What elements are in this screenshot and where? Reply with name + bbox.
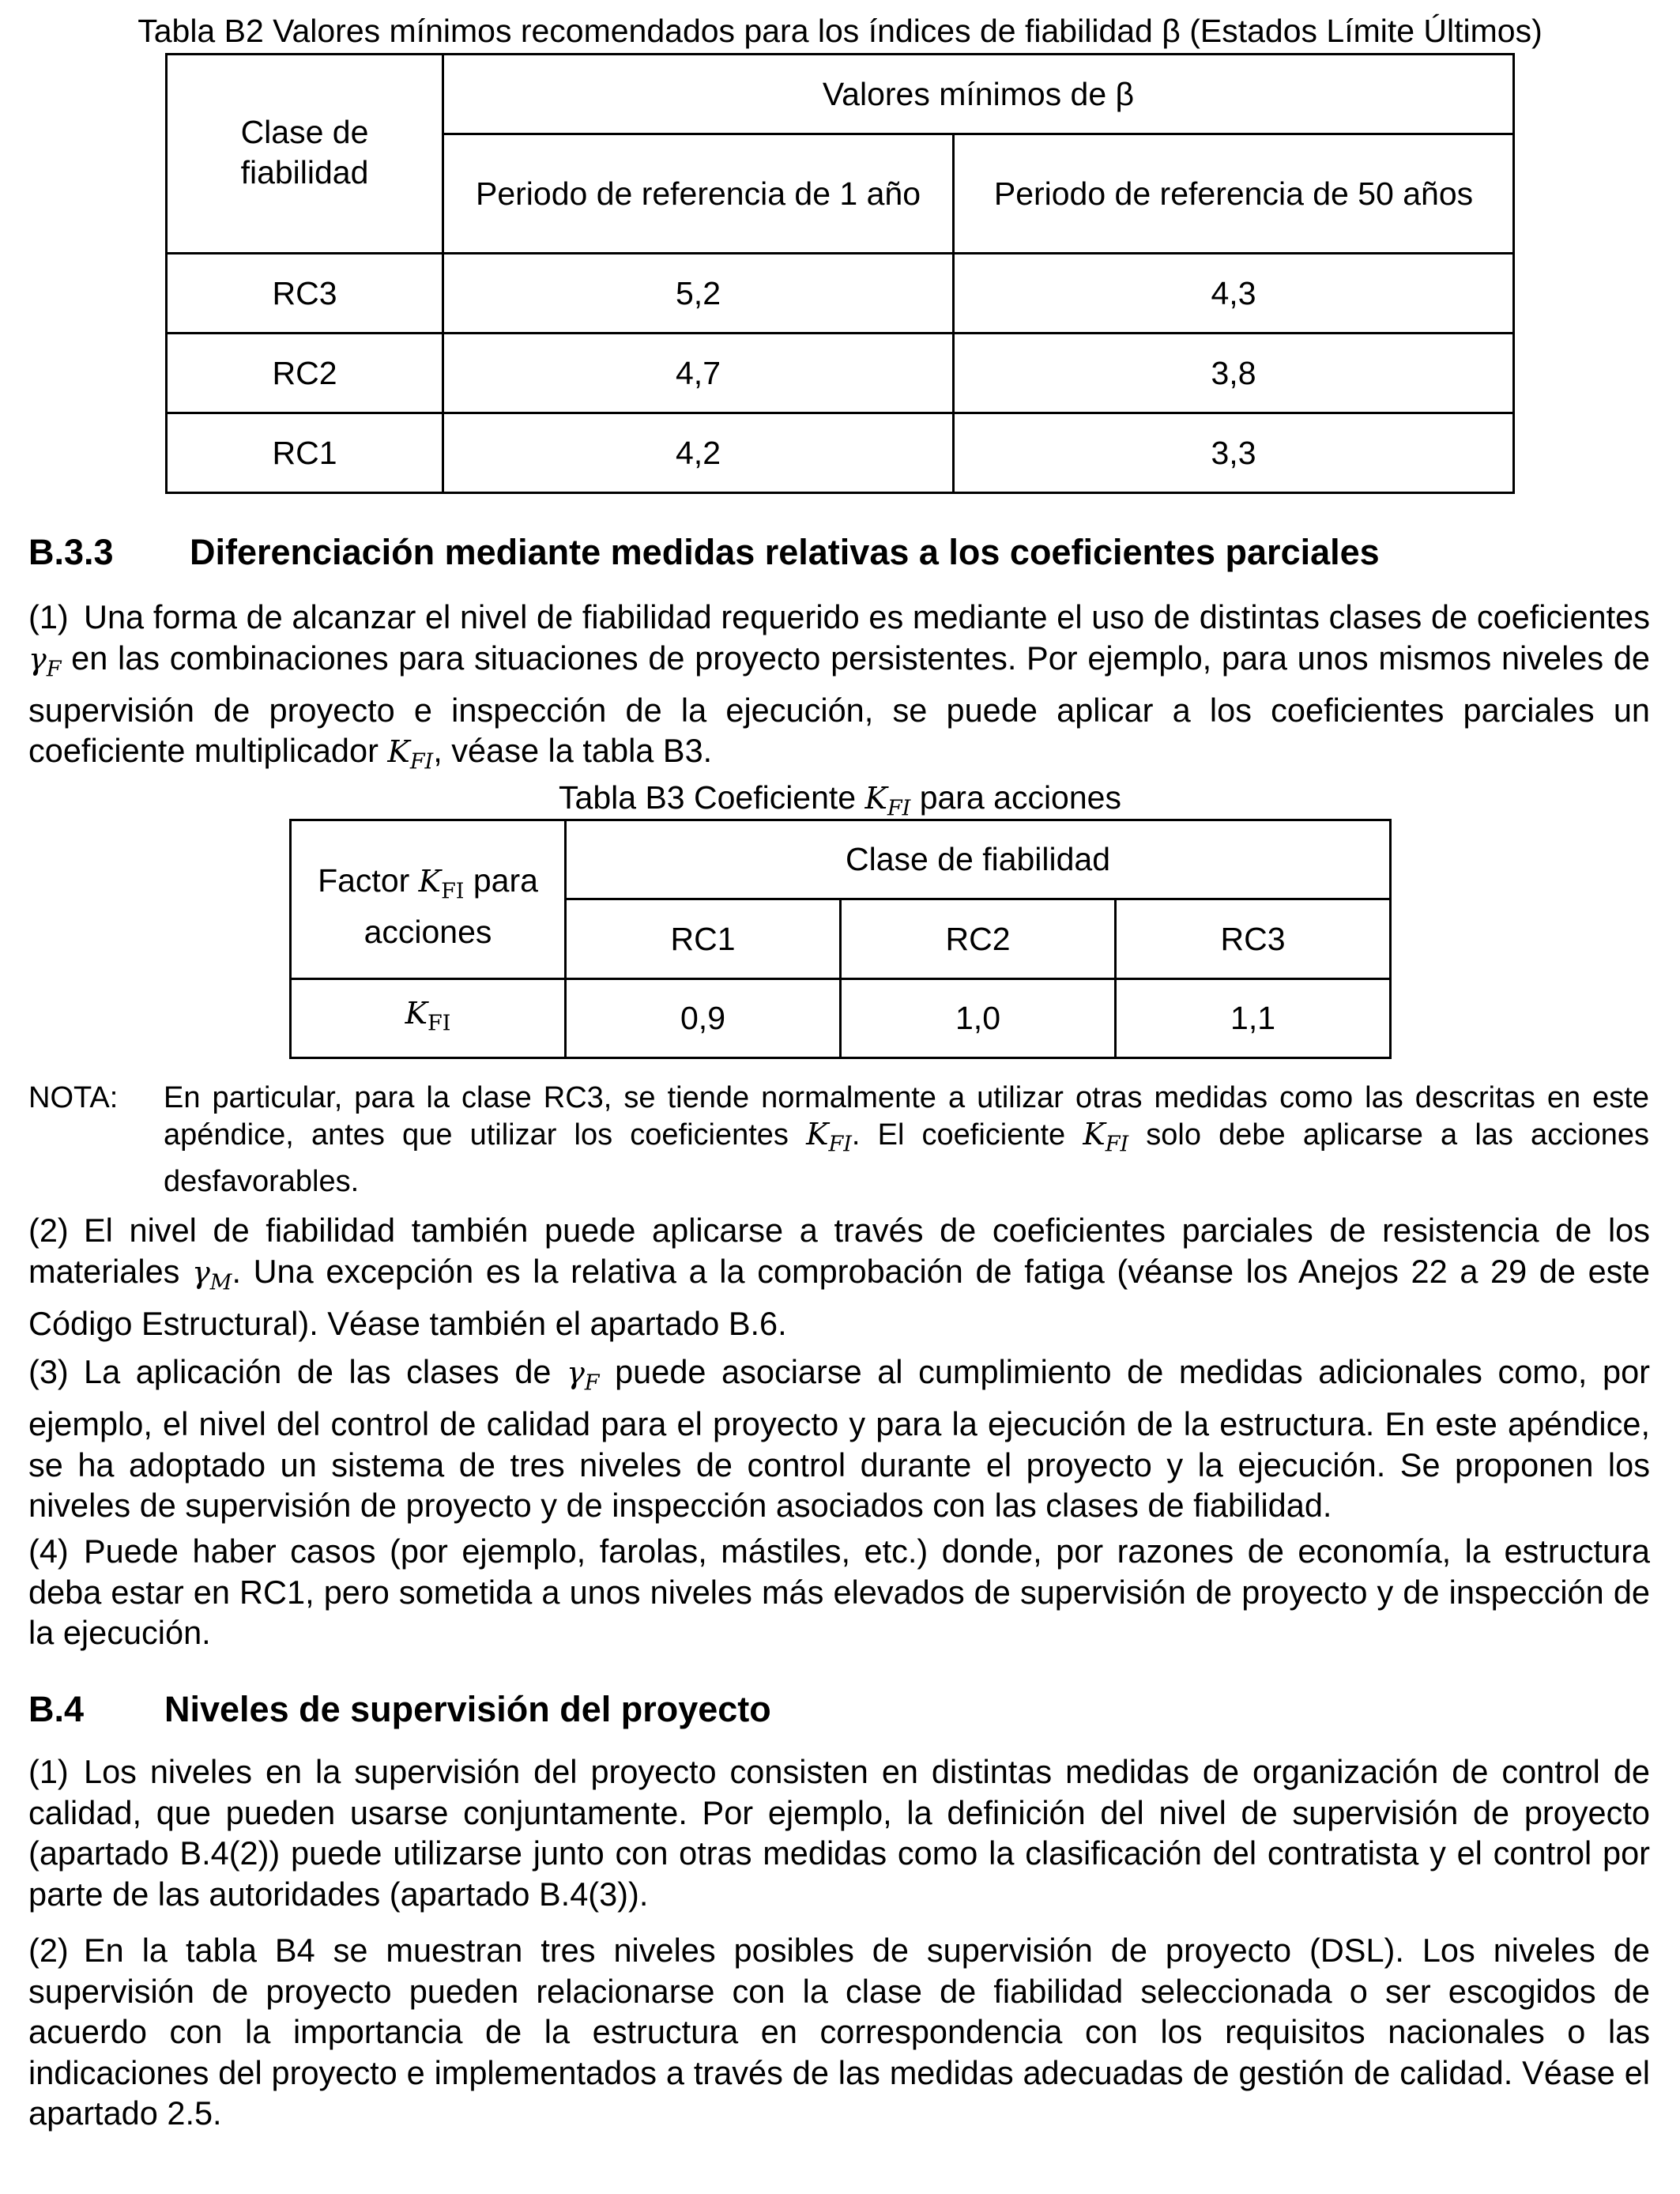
symbol-base: K: [864, 781, 887, 816]
paragraph-text: El nivel de fiabilidad también puede aplicarse a través de coeficientes parciales de resistencia de los materiales: [28, 1212, 1650, 1290]
paragraph-b33-4: [28, 1531, 1650, 1653]
table-row: [291, 820, 1391, 899]
header-clase-fiabilidad: Clase de fiabilidad: [566, 820, 1391, 899]
paragraph-number: (4): [28, 1532, 69, 1570]
paragraph-text: Los niveles en la supervisión del proyecto consisten en distintas medidas de organización de control de calidad, que pueden usarse conjuntamente. Por ejemplo, la definición del nivel de supervisión de proyecto (apartado B.4(2)) puede utilizarse junto con otras medidas como la clasificación del contratista y el control por parte de las autoridades (apartado B.4(3)).: [28, 1753, 1650, 1913]
section-title: Niveles de supervisión del proyecto: [164, 1689, 771, 1729]
symbol-base: γ: [28, 641, 47, 677]
symbol-base: γ: [192, 1254, 210, 1290]
cell-value: 4,3: [954, 254, 1514, 334]
section-title: Diferenciación mediante medidas relativas a los coeficientes parciales: [190, 532, 1380, 572]
paragraph-b33-1: [28, 597, 1650, 782]
header-periodo-50: Periodo de referencia de 50 años: [954, 134, 1514, 254]
cell-value: 5,2: [443, 254, 954, 334]
table-b3: [289, 819, 1392, 1059]
paragraph-b4-2: [28, 1930, 1650, 2134]
table-row: [167, 254, 1514, 334]
paragraph-text: puede asociarse al cumplimiento de medidas adicionales como, por ejemplo, el nivel del control de calidad para el proyecto y para la ejecución de la estructura. En este apéndice, se ha adoptado un sistema de tres niveles de control durante el proyecto y la ejecución. Se proponen los niveles de supervisión de proyecto y de inspección asociados con las clases de fiabilidad.: [28, 1353, 1650, 1525]
header-periodo-1: Periodo de referencia de 1 año: [443, 134, 954, 254]
note-text: [164, 1080, 1649, 1200]
gamma-f-symbol: [567, 1355, 600, 1396]
cell-value: 4,2: [443, 413, 954, 493]
table-b2-caption: Tabla B2 Valores mínimos recomendados para los índices de fiabilidad β (Estados Límite Últimos): [137, 13, 1543, 49]
table-row: [167, 413, 1514, 493]
table-b2: [165, 53, 1515, 494]
kfi-symbol: [405, 996, 451, 1036]
kfi-symbol: [864, 781, 911, 821]
paragraph-number: (2): [28, 1212, 69, 1249]
symbol-base: K: [405, 996, 428, 1031]
paragraph-b33-2: [28, 1210, 1650, 1344]
header-class-rc3: RC3: [1116, 899, 1391, 979]
header-class-rc1: RC1: [566, 899, 841, 979]
paragraph-number: (2): [28, 1932, 69, 1969]
kfi-symbol: [1083, 1117, 1129, 1157]
symbol-subscript: FI: [1105, 1132, 1129, 1157]
caption-text: para acciones: [910, 779, 1121, 816]
symbol-subscript: FI: [887, 796, 911, 821]
table-row: [167, 55, 1514, 134]
paragraph-text: La aplicación de las clases de: [84, 1353, 567, 1390]
kfi-symbol: [806, 1117, 852, 1157]
cell-clase: RC1: [167, 413, 443, 493]
symbol-subscript: M: [209, 1270, 232, 1295]
paragraph-text: , véase la tabla B3.: [433, 732, 713, 770]
section-number: B.4: [28, 1689, 85, 1729]
note-text-part: . El coeficiente: [851, 1118, 1083, 1152]
paragraph-text: En la tabla B4 se muestran tres niveles posibles de supervisión de proyecto (DSL). Los niveles de supervisión de proyecto pueden relacionarse con la clase de fiabilidad seleccionada o ser escogidos de acuerdo con la importancia de la estructura en correspondencia con los requisitos nacionales o las indicaciones del proyecto e implementados a través de las medidas adecuadas de gestión de calidad. Véase el apartado 2.5.: [28, 1932, 1650, 2132]
symbol-base: K: [418, 864, 442, 899]
gamma-m-symbol: [192, 1254, 232, 1295]
symbol-subscript: F: [584, 1370, 600, 1396]
header-class-rc2: RC2: [841, 899, 1116, 979]
row-label-kfi: [291, 979, 566, 1058]
symbol-base: K: [1083, 1117, 1106, 1152]
symbol-base: γ: [567, 1355, 585, 1390]
paragraph-b4-1: [28, 1751, 1650, 1914]
cell-value: 3,8: [954, 334, 1514, 413]
cell-value: 4,7: [443, 334, 954, 413]
kfi-symbol: [387, 734, 434, 775]
section-b4-heading: [28, 1688, 771, 1731]
caption-text: Tabla B3 Coeficiente: [559, 779, 865, 816]
header-clase-fiabilidad: Clase de fiabilidad: [167, 55, 443, 254]
symbol-base: K: [806, 1117, 829, 1152]
symbol-subscript: FI: [441, 879, 465, 904]
note-label: NOTA:: [28, 1081, 119, 1114]
table-row: [167, 334, 1514, 413]
gamma-f-symbol: [28, 641, 62, 682]
header-valores-minimos: Valores mínimos de β: [443, 55, 1514, 134]
symbol-subscript: F: [46, 657, 62, 682]
cell-value: 3,3: [954, 413, 1514, 493]
symbol-subscript: FI: [828, 1132, 852, 1157]
paragraph-b33-3: [28, 1351, 1650, 1526]
cell-clase: RC3: [167, 254, 443, 334]
paragraph-number: (3): [28, 1353, 69, 1390]
cell-value: 0,9: [566, 979, 841, 1058]
section-number: B.3.3: [28, 532, 114, 572]
paragraph-text: . Una excepción es la relativa a la comprobación de fatiga (véanse los Anejos 22 a 29 de este Código Estructural). Véase también el apartado B.6.: [28, 1252, 1651, 1342]
note-text-part: En particular, para la clase RC3, se tiende normalmente a utilizar otras medidas como las descritas en este apéndice, antes que utilizar los coeficientes: [164, 1081, 1649, 1152]
symbol-subscript: FI: [409, 749, 434, 775]
kfi-symbol: [418, 864, 465, 904]
section-b33-heading: [28, 531, 1380, 574]
table-row: [291, 979, 1391, 1058]
note-text-part: solo debe aplicarse a las acciones desfavorables.: [164, 1118, 1650, 1198]
cell-clase: RC2: [167, 334, 443, 413]
cell-value: 1,0: [841, 979, 1116, 1058]
paragraph-number: (1): [28, 598, 69, 635]
paragraph-text: Puede haber casos (por ejemplo, farolas, mástiles, etc.) donde, por razones de economía, la estructura deba estar en RC1, pero sometida a unos niveles más elevados de supervisión de proyecto y de inspección de la ejecución.: [28, 1532, 1650, 1651]
symbol-base: K: [387, 734, 410, 770]
header-text: para acciones: [363, 862, 538, 950]
symbol-subscript: FI: [427, 1011, 451, 1036]
header-factor-kfi: [291, 820, 566, 979]
header-text: Factor: [318, 862, 419, 899]
paragraph-number: (1): [28, 1753, 69, 1790]
cell-value: 1,1: [1116, 979, 1391, 1058]
paragraph-text: Una forma de alcanzar el nivel de fiabilidad requerido es mediante el uso de distintas clases de coeficientes: [84, 598, 1650, 635]
paragraph-text: en las combinaciones para situaciones de proyecto persistentes. Por ejemplo, para unos mismos niveles de supervisión de proyecto e inspección de la ejecución, se puede aplicar a los coeficientes parciales un coeficiente multiplicador: [28, 639, 1650, 770]
